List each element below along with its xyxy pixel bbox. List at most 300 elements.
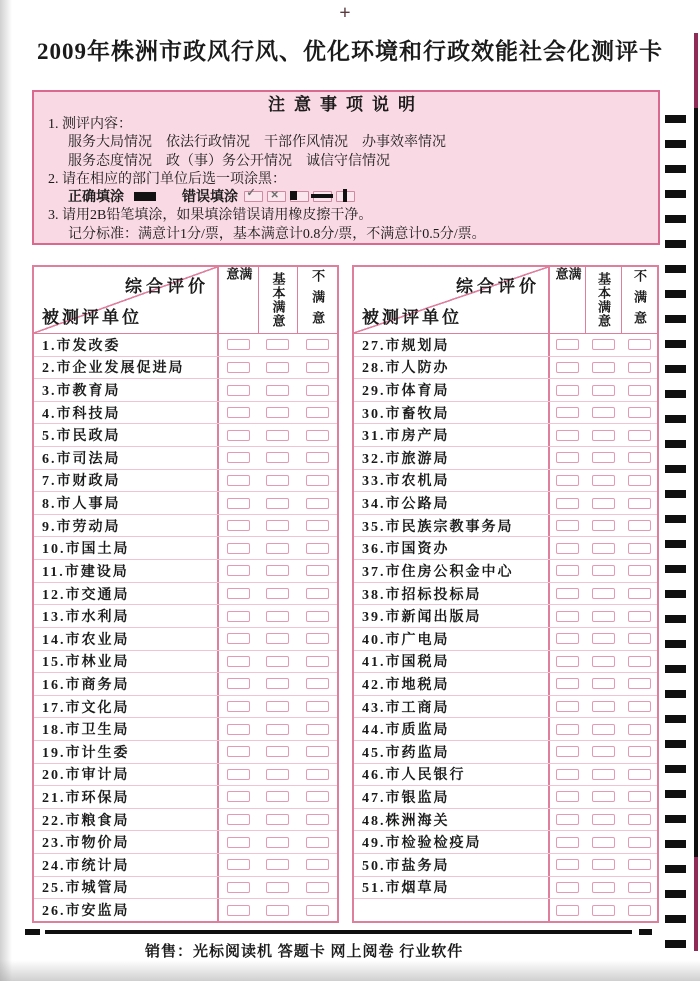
bubble-icon <box>306 701 329 712</box>
bubble-icon <box>266 791 289 802</box>
bubble-icon <box>227 452 250 463</box>
bubble-satisfied[interactable] <box>550 673 586 695</box>
notice-item-1: 1. 测评内容： <box>48 117 132 132</box>
table-row <box>34 785 337 808</box>
timing-mark <box>665 465 686 473</box>
bubble-icon <box>556 769 579 780</box>
bubble-unsatisfied[interactable] <box>298 357 337 379</box>
bubble-basically-satisfied[interactable] <box>586 560 622 582</box>
table-row <box>354 491 657 514</box>
bubble-unsatisfied[interactable] <box>621 537 657 559</box>
bubble-satisfied[interactable] <box>550 379 586 401</box>
timing-mark <box>665 715 686 723</box>
unit-label: 42.市地税局 <box>354 673 550 695</box>
bubble-basically-satisfied[interactable] <box>258 379 297 401</box>
bubble-unsatisfied[interactable] <box>298 831 337 853</box>
bubble-icon <box>306 588 329 599</box>
bubble-unsatisfied[interactable] <box>298 470 337 492</box>
bubble-icon <box>556 362 579 373</box>
bubble-icon <box>592 814 615 825</box>
timing-mark <box>665 840 686 848</box>
unit-label: 35.市民族宗教事务局 <box>354 515 550 537</box>
bubble-icon <box>227 882 250 893</box>
bubble-satisfied[interactable] <box>219 809 258 831</box>
bubble-unsatisfied[interactable] <box>298 899 337 921</box>
bubble-icon <box>227 362 250 373</box>
bubble-basically-satisfied[interactable] <box>586 424 622 446</box>
bubble-satisfied[interactable] <box>219 357 258 379</box>
correct-fill-mark-icon <box>134 192 156 201</box>
scoring-rule-line: 记分标准：满意计1分/票，基本满意计0.8分/票，不满意计0.5分/票。 <box>68 226 486 242</box>
bubble-satisfied[interactable] <box>219 402 258 424</box>
table-row <box>354 650 657 673</box>
bubble-satisfied[interactable] <box>550 696 586 718</box>
bubble-icon <box>592 837 615 848</box>
bubble-satisfied[interactable] <box>550 492 586 514</box>
bubble-icon <box>628 882 651 893</box>
bubble-icon <box>556 633 579 644</box>
bubble-basically-satisfied[interactable] <box>258 492 297 514</box>
bubble-basically-satisfied[interactable] <box>258 786 297 808</box>
bubble-basically-satisfied[interactable] <box>258 831 297 853</box>
bubble-icon <box>592 565 615 576</box>
bubble-basically-satisfied[interactable] <box>586 764 622 786</box>
bubble-basically-satisfied[interactable] <box>258 809 297 831</box>
bubble-basically-satisfied[interactable] <box>586 718 622 740</box>
bubble-satisfied[interactable] <box>219 696 258 718</box>
bubble-icon <box>227 475 250 486</box>
bubble-icon <box>628 339 651 350</box>
bubble-unsatisfied[interactable] <box>621 764 657 786</box>
bubble-basically-satisfied[interactable] <box>258 718 297 740</box>
bubble-basically-satisfied[interactable] <box>586 854 622 876</box>
bubble-satisfied[interactable] <box>550 854 586 876</box>
bubble-basically-satisfied[interactable] <box>258 583 297 605</box>
timing-mark <box>665 240 686 248</box>
table-row <box>34 717 337 740</box>
unit-label: 32.市旅游局 <box>354 447 550 469</box>
bubble-icon <box>227 791 250 802</box>
bubble-unsatisfied[interactable] <box>298 492 337 514</box>
bubble-unsatisfied[interactable] <box>298 334 337 356</box>
bubble-icon <box>628 814 651 825</box>
bubble-basically-satisfied[interactable] <box>586 696 622 718</box>
bubble-icon <box>628 520 651 531</box>
unit-label: 3.市教育局 <box>34 379 219 401</box>
bubble-basically-satisfied[interactable] <box>258 696 297 718</box>
bubble-basically-satisfied[interactable] <box>258 854 297 876</box>
bubble-satisfied[interactable] <box>219 334 258 356</box>
bubble-unsatisfied[interactable] <box>298 402 337 424</box>
bubble-icon <box>592 769 615 780</box>
bubble-icon <box>592 543 615 554</box>
bubble-icon <box>592 475 615 486</box>
bubble-satisfied[interactable] <box>550 402 586 424</box>
bubble-icon <box>266 475 289 486</box>
bubble-icon <box>556 656 579 667</box>
bubble-satisfied[interactable] <box>550 877 586 899</box>
timing-mark <box>665 315 686 323</box>
header-corner-cell <box>354 267 550 333</box>
bubble-satisfied[interactable] <box>550 470 586 492</box>
wrong-example-check-icon: ✓ <box>244 191 263 202</box>
bubble-basically-satisfied[interactable] <box>586 357 622 379</box>
bubble-basically-satisfied[interactable] <box>258 764 297 786</box>
bubble-satisfied[interactable] <box>219 492 258 514</box>
bubble-unsatisfied[interactable] <box>621 718 657 740</box>
bubble-icon <box>306 520 329 531</box>
bubble-basically-satisfied[interactable] <box>586 605 622 627</box>
bubble-unsatisfied[interactable] <box>298 764 337 786</box>
bubble-satisfied[interactable] <box>219 741 258 763</box>
bubble-satisfied[interactable] <box>219 718 258 740</box>
table-row <box>354 808 657 831</box>
registration-mark: + <box>339 2 351 24</box>
header-corner-cell <box>34 267 219 333</box>
bubble-icon <box>266 882 289 893</box>
timing-mark <box>665 690 686 698</box>
bubble-satisfied[interactable] <box>219 651 258 673</box>
bubble-icon <box>592 724 615 735</box>
bubble-basically-satisfied[interactable] <box>258 560 297 582</box>
bubble-unsatisfied[interactable] <box>298 809 337 831</box>
bubble-icon <box>556 837 579 848</box>
bubble-unsatisfied[interactable] <box>298 673 337 695</box>
footer-dash-right <box>639 929 652 935</box>
unit-label: 26.市安监局 <box>34 899 219 921</box>
bubble-icon <box>266 362 289 373</box>
bubble-icon <box>227 814 250 825</box>
bubble-icon <box>266 588 289 599</box>
table-row <box>354 334 657 356</box>
bubble-icon <box>592 701 615 712</box>
bubble-satisfied[interactable] <box>219 537 258 559</box>
bubble-icon <box>266 339 289 350</box>
scan-shadow-left <box>0 0 12 981</box>
bubble-basically-satisfied[interactable] <box>586 470 622 492</box>
table-row <box>354 356 657 379</box>
column-header-satisfied: 满意 <box>553 267 582 306</box>
bubble-unsatisfied[interactable] <box>621 492 657 514</box>
bubble-icon <box>227 701 250 712</box>
table-row <box>354 582 657 605</box>
bubble-basically-satisfied[interactable] <box>586 379 622 401</box>
bubble-unsatisfied[interactable] <box>298 560 337 582</box>
bubble-basically-satisfied[interactable] <box>258 515 297 537</box>
column-header-unsatisfied: 不满意 <box>621 267 657 333</box>
bubble-unsatisfied[interactable] <box>298 515 337 537</box>
bubble-basically-satisfied[interactable] <box>258 628 297 650</box>
bubble-icon <box>266 656 289 667</box>
bubble-icon <box>266 611 289 622</box>
bubble-icon <box>556 814 579 825</box>
timing-mark <box>665 490 686 498</box>
bubble-satisfied[interactable] <box>550 560 586 582</box>
bubble-unsatisfied[interactable] <box>621 831 657 853</box>
bubble-unsatisfied[interactable] <box>621 786 657 808</box>
bubble-unsatisfied[interactable] <box>298 424 337 446</box>
bubble-basically-satisfied[interactable] <box>586 877 622 899</box>
unit-label: 47.市银监局 <box>354 786 550 808</box>
bubble-unsatisfied[interactable] <box>298 877 337 899</box>
bubble-basically-satisfied[interactable] <box>258 334 297 356</box>
notice-title: 注意事项说明 <box>268 95 424 114</box>
scan-shadow-bottom <box>0 960 700 981</box>
bubble-satisfied[interactable] <box>550 899 586 921</box>
table-row <box>34 876 337 899</box>
bubble-basically-satisfied[interactable] <box>586 741 622 763</box>
correct-fill-label: 正确填涂 <box>68 190 124 206</box>
wrong-example-cross-icon: ✕ <box>267 191 286 202</box>
bubble-basically-satisfied[interactable] <box>258 402 297 424</box>
table-row <box>354 853 657 876</box>
bubble-unsatisfied[interactable] <box>298 854 337 876</box>
bubble-unsatisfied[interactable] <box>621 673 657 695</box>
bubble-unsatisfied[interactable] <box>621 899 657 921</box>
bubble-basically-satisfied[interactable] <box>586 583 622 605</box>
sales-footer-text: 销售：光标阅读机 答题卡 网上阅卷 行业软件 <box>145 944 464 960</box>
bubble-icon <box>227 859 250 870</box>
bubble-icon <box>227 385 250 396</box>
bubble-icon <box>227 769 250 780</box>
bubble-icon <box>306 452 329 463</box>
bubble-basically-satisfied[interactable] <box>586 651 622 673</box>
bubble-basically-satisfied[interactable] <box>258 741 297 763</box>
bubble-icon <box>227 611 250 622</box>
unit-label: 17.市文化局 <box>34 696 219 718</box>
bubble-unsatisfied[interactable] <box>298 651 337 673</box>
bubble-icon <box>556 791 579 802</box>
bubble-basically-satisfied[interactable] <box>258 651 297 673</box>
bubble-satisfied[interactable] <box>219 583 258 605</box>
bubble-satisfied[interactable] <box>550 786 586 808</box>
table-row <box>354 423 657 446</box>
bubble-satisfied[interactable] <box>219 560 258 582</box>
bubble-icon <box>227 520 250 531</box>
unit-label: 49.市检验检疫局 <box>354 831 550 853</box>
bubble-icon <box>266 633 289 644</box>
bubble-unsatisfied[interactable] <box>298 718 337 740</box>
bubble-icon <box>556 588 579 599</box>
bubble-unsatisfied[interactable] <box>621 402 657 424</box>
unit-label: 14.市农业局 <box>34 628 219 650</box>
bubble-satisfied[interactable] <box>550 334 586 356</box>
bubble-satisfied[interactable] <box>550 651 586 673</box>
corner-label-evaluated-unit: 被测评单位 <box>42 308 142 327</box>
bubble-satisfied[interactable] <box>219 899 258 921</box>
bubble-basically-satisfied[interactable] <box>586 334 622 356</box>
bubble-basically-satisfied[interactable] <box>586 786 622 808</box>
bubble-basically-satisfied[interactable] <box>258 899 297 921</box>
bubble-icon <box>592 746 615 757</box>
bubble-satisfied[interactable] <box>219 470 258 492</box>
bubble-basically-satisfied[interactable] <box>586 673 622 695</box>
bubble-unsatisfied[interactable] <box>621 334 657 356</box>
bubble-basically-satisfied[interactable] <box>258 877 297 899</box>
bubble-icon <box>306 882 329 893</box>
bubble-icon <box>306 385 329 396</box>
bubble-unsatisfied[interactable] <box>621 583 657 605</box>
table-row <box>354 740 657 763</box>
bubble-unsatisfied[interactable] <box>298 696 337 718</box>
bubble-icon <box>628 407 651 418</box>
bubble-unsatisfied[interactable] <box>621 877 657 899</box>
timing-mark <box>665 415 686 423</box>
table-row <box>354 469 657 492</box>
unit-label: 13.市水利局 <box>34 605 219 627</box>
bubble-unsatisfied[interactable] <box>298 786 337 808</box>
bubble-satisfied[interactable] <box>219 424 258 446</box>
bubble-basically-satisfied[interactable] <box>586 809 622 831</box>
bubble-satisfied[interactable] <box>550 537 586 559</box>
bubble-satisfied[interactable] <box>219 447 258 469</box>
bubble-satisfied[interactable] <box>550 764 586 786</box>
bubble-unsatisfied[interactable] <box>298 379 337 401</box>
bubble-icon <box>628 543 651 554</box>
bubble-unsatisfied[interactable] <box>621 696 657 718</box>
unit-label: 19.市计生委 <box>34 741 219 763</box>
unit-label: 12.市交通局 <box>34 583 219 605</box>
bubble-icon <box>227 565 250 576</box>
bubble-icon <box>227 724 250 735</box>
bubble-icon <box>266 859 289 870</box>
bubble-basically-satisfied[interactable] <box>586 899 622 921</box>
page-title: 2009年株洲市政风行风、优化环境和行政效能社会化测评卡 <box>37 39 663 64</box>
unit-label: 27.市规划局 <box>354 334 550 356</box>
bubble-unsatisfied[interactable] <box>621 854 657 876</box>
bubble-basically-satisfied[interactable] <box>586 628 622 650</box>
bubble-satisfied[interactable] <box>219 831 258 853</box>
bubble-icon <box>266 498 289 509</box>
bubble-satisfied[interactable] <box>550 583 586 605</box>
bubble-satisfied[interactable] <box>219 673 258 695</box>
bubble-unsatisfied[interactable] <box>298 537 337 559</box>
bubble-icon <box>306 565 329 576</box>
table-row <box>354 401 657 424</box>
bubble-unsatisfied[interactable] <box>621 470 657 492</box>
bubble-unsatisfied[interactable] <box>621 515 657 537</box>
bubble-unsatisfied[interactable] <box>621 424 657 446</box>
bubble-icon <box>306 746 329 757</box>
bubble-satisfied[interactable] <box>550 605 586 627</box>
bubble-satisfied[interactable] <box>550 718 586 740</box>
bubble-icon <box>266 724 289 735</box>
bubble-unsatisfied[interactable] <box>621 379 657 401</box>
bubble-satisfied[interactable] <box>219 628 258 650</box>
bubble-basically-satisfied[interactable] <box>258 470 297 492</box>
bubble-icon <box>306 678 329 689</box>
bubble-basically-satisfied[interactable] <box>258 537 297 559</box>
bubble-unsatisfied[interactable] <box>298 628 337 650</box>
bubble-basically-satisfied[interactable] <box>258 357 297 379</box>
bubble-basically-satisfied[interactable] <box>586 447 622 469</box>
bubble-satisfied[interactable] <box>550 628 586 650</box>
bubble-icon <box>628 837 651 848</box>
table-row <box>354 763 657 786</box>
unit-label: 39.市新闻出版局 <box>354 605 550 627</box>
bubble-satisfied[interactable] <box>219 764 258 786</box>
bubble-satisfied[interactable] <box>550 424 586 446</box>
column-header-satisfied: 满意 <box>224 267 253 306</box>
bubble-basically-satisfied[interactable] <box>258 673 297 695</box>
bubble-unsatisfied[interactable] <box>621 741 657 763</box>
bubble-basically-satisfied[interactable] <box>258 605 297 627</box>
footer-rule-line <box>45 930 632 934</box>
bubble-icon <box>266 769 289 780</box>
bubble-icon <box>266 407 289 418</box>
bubble-basically-satisfied[interactable] <box>258 424 297 446</box>
bubble-icon <box>266 678 289 689</box>
bubble-unsatisfied[interactable] <box>298 447 337 469</box>
unit-label: 4.市科技局 <box>34 402 219 424</box>
bubble-satisfied[interactable] <box>550 741 586 763</box>
bubble-unsatisfied[interactable] <box>621 447 657 469</box>
unit-label <box>354 899 550 921</box>
bubble-satisfied[interactable] <box>219 515 258 537</box>
corner-label-overall-evaluation: 综合评价 <box>125 277 209 296</box>
table-row <box>34 627 337 650</box>
bubble-icon <box>306 724 329 735</box>
bubble-satisfied[interactable] <box>219 605 258 627</box>
bubble-icon <box>556 543 579 554</box>
bubble-icon <box>227 656 250 667</box>
bubble-icon <box>306 407 329 418</box>
bubble-unsatisfied[interactable] <box>621 560 657 582</box>
bubble-satisfied[interactable] <box>219 786 258 808</box>
bubble-basically-satisfied[interactable] <box>586 831 622 853</box>
table-row <box>34 604 337 627</box>
unit-label: 38.市招标投标局 <box>354 583 550 605</box>
unit-label: 24.市统计局 <box>34 854 219 876</box>
bubble-unsatisfied[interactable] <box>621 357 657 379</box>
unit-label: 48.株洲海关 <box>354 809 550 831</box>
bubble-satisfied[interactable] <box>219 854 258 876</box>
bubble-unsatisfied[interactable] <box>298 741 337 763</box>
bubble-satisfied[interactable] <box>219 877 258 899</box>
bubble-unsatisfied[interactable] <box>621 628 657 650</box>
bubble-satisfied[interactable] <box>550 831 586 853</box>
timing-mark <box>665 940 686 948</box>
bubble-unsatisfied[interactable] <box>298 583 337 605</box>
bubble-satisfied[interactable] <box>550 809 586 831</box>
unit-label: 5.市民政局 <box>34 424 219 446</box>
bubble-basically-satisfied[interactable] <box>586 402 622 424</box>
bubble-satisfied[interactable] <box>219 379 258 401</box>
bubble-basically-satisfied[interactable] <box>258 447 297 469</box>
table-row <box>34 853 337 876</box>
left-table-body <box>34 334 337 921</box>
bubble-satisfied[interactable] <box>550 357 586 379</box>
bubble-icon <box>592 520 615 531</box>
bubble-icon <box>227 339 250 350</box>
table-row <box>34 378 337 401</box>
bubble-icon <box>556 701 579 712</box>
table-row <box>34 672 337 695</box>
bubble-basically-satisfied[interactable] <box>586 515 622 537</box>
corner-label-overall-evaluation: 综合评价 <box>456 277 540 296</box>
bubble-unsatisfied[interactable] <box>621 605 657 627</box>
bubble-icon <box>306 769 329 780</box>
bubble-unsatisfied[interactable] <box>621 809 657 831</box>
bubble-satisfied[interactable] <box>550 515 586 537</box>
bubble-basically-satisfied[interactable] <box>586 537 622 559</box>
bubble-satisfied[interactable] <box>550 447 586 469</box>
bubble-unsatisfied[interactable] <box>621 651 657 673</box>
bubble-basically-satisfied[interactable] <box>586 492 622 514</box>
bubble-icon <box>556 430 579 441</box>
unit-label: 25.市城管局 <box>34 877 219 899</box>
bubble-unsatisfied[interactable] <box>298 605 337 627</box>
